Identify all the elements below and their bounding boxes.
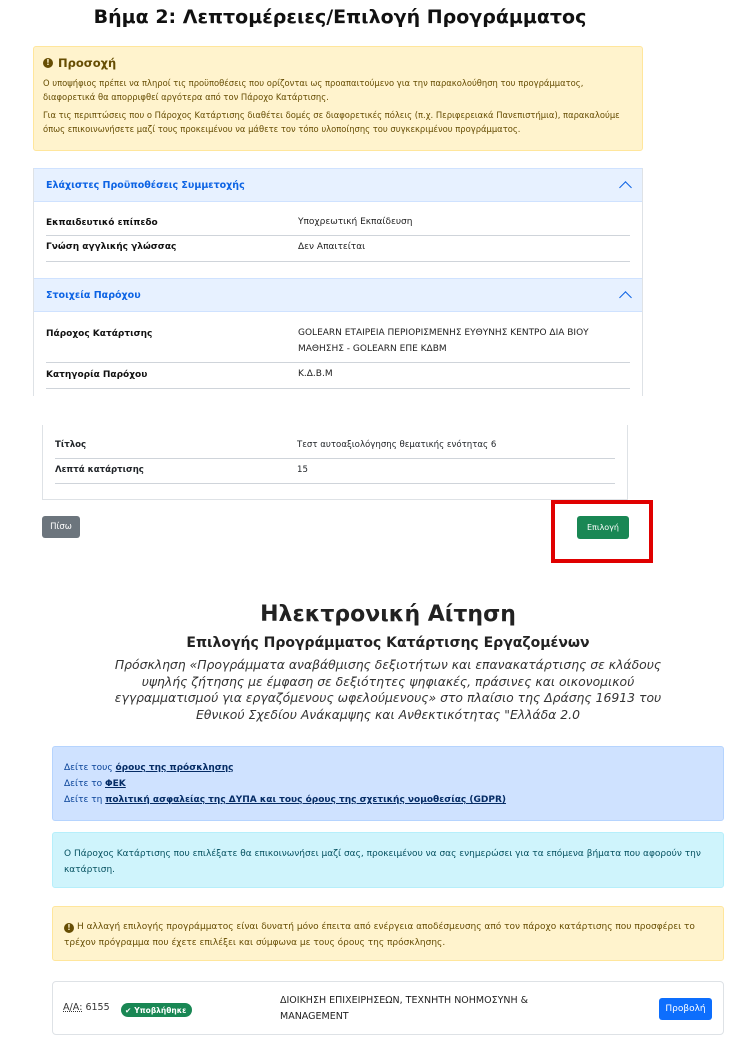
- exclamation-icon: !: [64, 923, 74, 933]
- row-label: Εκπαιδευτικό επίπεδο: [46, 218, 158, 228]
- application-title: Ηλεκτρονική Αίτηση: [260, 602, 516, 627]
- requirements-title: Ελάχιστες Προϋποθέσεις Συμμετοχής: [46, 179, 245, 191]
- row-value: Τεστ αυτοαξιολόγησης θεματικής ενότητας 6: [297, 440, 497, 450]
- fek-link[interactable]: ΦΕΚ: [105, 779, 126, 789]
- warning-paragraph-1: Ο υποψήφιος πρέπει να πληροί τις προϋποθέσεις που ορίζονται ως προαπαιτούμενο για την παρακολούθηση του προγράμματος, διαφορετικά θα απορριφθεί αργότερα από τον Πάροχο Κατάρτισης.: [43, 78, 584, 102]
- warning-alert: [33, 46, 643, 151]
- row-value: Υποχρεωτική Εκπαίδευση: [298, 217, 413, 227]
- select-button[interactable]: Επιλογή: [577, 516, 629, 539]
- link-prefix: Δείτε τη: [64, 795, 106, 805]
- table-row: [55, 434, 615, 459]
- row-value: 15: [297, 465, 308, 475]
- step-title: Βήμα 2: Λεπτομέρειες/Επιλογή Προγράμματος: [93, 6, 587, 28]
- terms-link[interactable]: όρους της πρόσκλησης: [115, 763, 234, 773]
- table-row: [46, 202, 630, 236]
- aa-value: 6155: [85, 1002, 110, 1013]
- application-card: [52, 981, 724, 1035]
- row-value: Δεν Απαιτείται: [298, 242, 366, 252]
- row-label: Πάροχος Κατάρτισης: [46, 329, 153, 339]
- contact-notice: Ο Πάροχος Κατάρτισης που επιλέξατε θα επικοινωνήσει μαζί σας, προκειμένου να σας ενημερώσει για τα επόμενα βήματα που αφορούν την κατάρτιση.: [52, 832, 724, 888]
- link-prefix: Δείτε τους: [64, 763, 116, 773]
- row-value: Κ.Δ.Β.Μ: [298, 369, 333, 379]
- chevron-up-icon[interactable]: [619, 291, 632, 304]
- table-row: [46, 363, 630, 389]
- status-badge: [121, 1003, 192, 1017]
- change-notice: [52, 906, 724, 961]
- table-row: [46, 236, 630, 262]
- links-alert: [52, 746, 724, 821]
- table-row: [46, 312, 630, 363]
- application-number: [63, 1002, 110, 1013]
- provider-accordion-header[interactable]: [34, 278, 642, 312]
- row-label: Τίτλος: [55, 440, 87, 450]
- program-details: [42, 425, 628, 500]
- row-label: Λεπτά κατάρτισης: [55, 465, 144, 475]
- application-description: Πρόσκληση «Προγράμματα αναβάθμισης δεξιοτήτων και επανακατάρτισης σε κλάδους υψηλής ζήτησης με έμφαση σε δεξιότητες ψηφιακές, πράσινες και οικονομικού εγγραμματισμού για εργαζόμενους ωφελούμενους» στο πλαίσιο της Δράσης 16913 του Εθνικού Σχεδίου Ανάκαμψης και Ανθεκτικότητας "Ελλάδα 2.0: [114, 657, 662, 722]
- provider-title: Στοιχεία Παρόχου: [46, 289, 141, 301]
- aa-label: Α/Α:: [63, 1002, 83, 1013]
- status-badge-label: Υποβλήθηκε: [134, 1005, 187, 1015]
- exclamation-icon: !: [43, 58, 53, 68]
- back-button[interactable]: Πίσω: [42, 516, 80, 538]
- change-notice-text: Η αλλαγή επιλογής προγράμματος είναι δυνατή μόνο έπειτα από ενέργεια αποδέσμευσης από τον πάροχο κατάρτισης που προσφέρει το τρέχον πρόγραμμα που έχετε επιλέξει και σύμφωνα με τους όρους της πρόσκλησης.: [64, 922, 695, 948]
- row-label: Κατηγορία Παρόχου: [46, 370, 148, 380]
- row-value: GOLEARN ΕΤΑΙΡΕΙΑ ΠΕΡΙΟΡΙΣΜΕΝΗΣ ΕΥΘΥΝΗΣ ΚΕΝΤΡΟ ΔΙΑ ΒΙΟΥ ΜΑΘΗΣΗΣ - GOLEARN ΕΠΕ ΚΔΒΜ: [298, 328, 589, 354]
- gdpr-link[interactable]: πολιτική ασφαλείας της ΔΥΠΑ και τους όρους της σχετικής νομοθεσίας (GDPR): [105, 795, 507, 805]
- warning-title: Προσοχή: [58, 56, 117, 70]
- table-row: [55, 459, 615, 484]
- view-button[interactable]: Προβολή: [659, 998, 712, 1020]
- requirements-accordion-header[interactable]: [34, 168, 642, 202]
- check-icon: ✔: [125, 1005, 132, 1015]
- provider-accordion: [33, 278, 643, 396]
- row-label: Γνώση αγγλικής γλώσσας: [46, 242, 177, 252]
- requirements-accordion: [33, 168, 643, 278]
- application-subtitle: Επιλογής Προγράμματος Κατάρτισης Εργαζομένων: [186, 635, 590, 651]
- program-title: ΔΙΟΙΚΗΣΗ ΕΠΙΧΕΙΡΗΣΕΩΝ, ΤΕΧΝΗΤΗ ΝΟΗΜΟΣΥΝΗ & MANAGEMENT: [280, 995, 529, 1022]
- warning-paragraph-2: Για τις περιπτώσεις που ο Πάροχος Κατάρτισης διαθέτει δομές σε διαφορετικές πόλεις (π.χ. Περιφερειακά Πανεπιστήμια), παρακαλούμε όπως επικοινωνήσετε μαζί τους προκειμένου να μάθετε τον τόπο υλοποίησης του συγκεκριμένου προγράμματος.: [43, 110, 620, 134]
- link-prefix: Δείτε το: [64, 779, 105, 789]
- chevron-up-icon[interactable]: [619, 181, 632, 194]
